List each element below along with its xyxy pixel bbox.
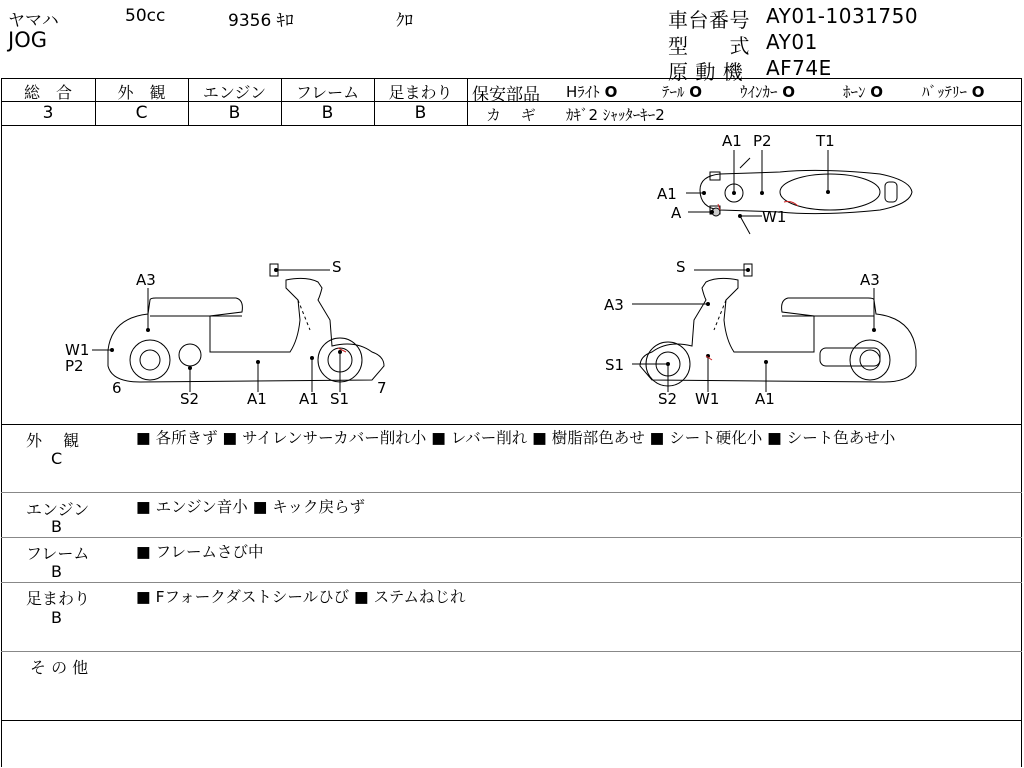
section-divider xyxy=(1,582,1022,583)
section-engine-grade: B xyxy=(51,517,62,536)
section-engine-label: エンジン xyxy=(26,500,90,519)
safety-item-headlight: Hﾗｲﾄ O xyxy=(566,83,618,101)
diagram-label: W1 xyxy=(762,208,787,226)
section-divider xyxy=(1,537,1022,538)
col-divider xyxy=(467,78,468,125)
maker: ヤマハ xyxy=(8,11,59,31)
grade-header-frame: フレーム xyxy=(295,83,360,102)
section-suspension-grade: B xyxy=(51,608,62,627)
grade-header-engine: エンジン xyxy=(202,83,267,102)
key-label: カ ギ xyxy=(486,106,536,124)
diagram-label: S xyxy=(676,258,686,276)
diagram-label: A1 xyxy=(755,390,775,408)
grade-value-frame: B xyxy=(321,103,334,123)
diagram-label: A xyxy=(671,204,682,222)
diagram-label: A1 xyxy=(722,132,742,150)
section-other-label: そ の 他 xyxy=(30,658,89,677)
safety-item-battery: ﾊﾞｯﾃﾘｰ O xyxy=(922,83,985,101)
section-divider xyxy=(1,720,1022,721)
engine-label: 原 動 機 xyxy=(668,60,744,84)
diagram-label: A3 xyxy=(136,271,156,289)
diagram-label: S1 xyxy=(605,356,625,374)
diagram-label: W1 xyxy=(695,390,720,408)
diagram-label: A1 xyxy=(657,185,677,203)
key-value: ｶｷﾞ2 ｼｬｯﾀｰｷｰ2 xyxy=(566,106,665,124)
section-divider xyxy=(1,651,1022,652)
displacement: 50cc xyxy=(125,6,166,26)
grade-value-overall: 3 xyxy=(42,103,54,123)
type-label: 型 式 xyxy=(668,34,750,58)
safety-item-horn: ﾎｰﾝ O xyxy=(843,83,884,101)
safety-item-winker: ｳｲﾝｶｰ O xyxy=(740,83,796,101)
diagram-label: A3 xyxy=(860,271,880,289)
section-frame-notes: ■ フレームさび中 xyxy=(136,543,264,561)
safety-item-tail: ﾃｰﾙ O xyxy=(662,83,703,101)
section-frame-label: フレーム xyxy=(26,544,90,563)
diagram-label: S2 xyxy=(180,390,200,408)
grade-header-suspension: 足まわり xyxy=(388,83,453,102)
section-engine-notes: ■ エンジン音小 ■ キック戻らず xyxy=(136,498,365,516)
diagram-label: 6 xyxy=(112,379,122,397)
diagram-label: S1 xyxy=(330,390,350,408)
section-exterior-label: 外 観 xyxy=(26,431,80,450)
mileage: 9356 ｷﾛ xyxy=(228,11,294,31)
section-suspension-notes: ■ Fフォークダストシールひび ■ ステムねじれ xyxy=(136,588,466,606)
diagram-label: 7 xyxy=(377,379,387,397)
section-exterior-grade: C xyxy=(51,449,63,468)
section-divider xyxy=(1,492,1022,493)
grade-value-engine: B xyxy=(228,103,241,123)
section-frame-grade: B xyxy=(51,562,62,581)
diagram-label: S xyxy=(332,258,342,276)
grade-header-exterior: 外 観 xyxy=(117,83,166,102)
frame-no: AY01-1031750 xyxy=(766,4,919,28)
scooter-top-view xyxy=(686,150,912,234)
body-color: ｸﾛ xyxy=(396,11,413,31)
section-exterior-notes: ■ 各所きず ■ サイレンサーカバー削れ小 ■ レバー削れ ■ 樹脂部色あせ ■ シート硬化小 ■ シート色あせ小 xyxy=(136,429,896,447)
engine-value: AF74E xyxy=(766,56,832,80)
safety-label: 保安部品 xyxy=(472,85,540,105)
grade-value-exterior: C xyxy=(135,103,148,123)
grade-header-overall: 総 合 xyxy=(23,83,72,102)
diagram-bottom xyxy=(1,424,1022,425)
diagram-label: S2 xyxy=(658,390,678,408)
model-name: JOG xyxy=(8,28,47,52)
diagram-label: T1 xyxy=(816,132,835,150)
type-value: AY01 xyxy=(766,30,818,54)
frame-no-label: 車台番号 xyxy=(668,8,750,32)
diagram-label: A1 xyxy=(299,390,319,408)
diagram-label: P2 xyxy=(753,132,772,150)
diagram-label: W1 xyxy=(65,341,90,359)
diagram-label: P2 xyxy=(65,357,84,375)
diagram-label: A1 xyxy=(247,390,267,408)
damage-diagram xyxy=(0,126,1024,424)
grade-value-suspension: B xyxy=(414,103,427,123)
diagram-label: A3 xyxy=(604,296,624,314)
section-suspension-label: 足まわり xyxy=(26,589,91,608)
